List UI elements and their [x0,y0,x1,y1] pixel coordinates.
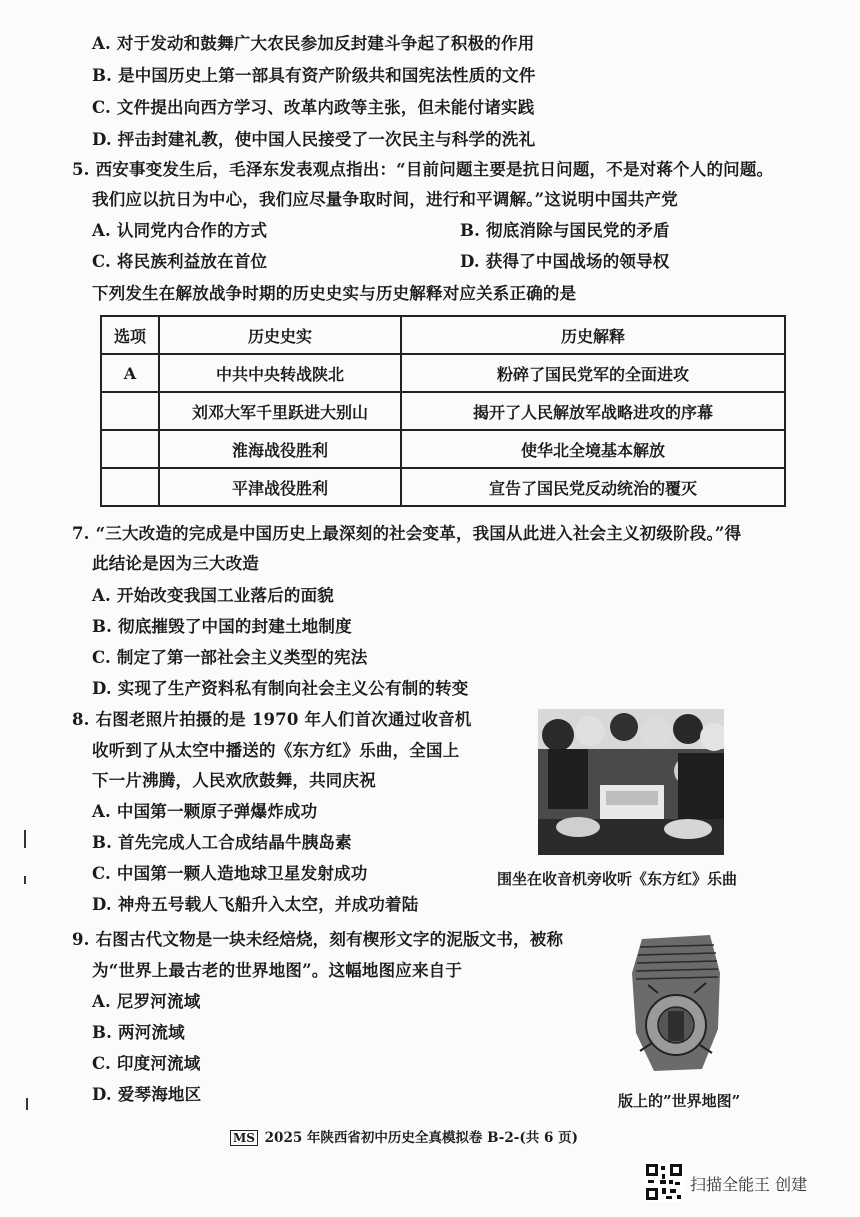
table-row [101,468,785,506]
q9-stem-line1: 9. 右图古代文物是一块未经焙烧，刻有楔形文字的泥版文书，被称 [72,930,564,949]
q5-option-a: A. 认同党内合作的方式 [92,221,268,240]
q7-option-d: D. 实现了生产资料私有制向社会主义公有制的转变 [92,679,469,698]
table-header-row [101,316,785,354]
q5-option-c: C. 将民族利益放在首位 [92,252,268,271]
table-cell-option: A [101,354,159,392]
margin-mark [24,876,26,884]
q8-stem-line3: 下一片沸腾，人民欢欣鼓舞，共同庆祝 [92,771,376,790]
table-cell-fact: 平津战役胜利 [159,468,401,506]
q8-option-c: C. 中国第一颗人造地球卫星发射成功 [92,864,368,883]
table-row [101,430,785,468]
scanner-watermark: 扫描全能王 创建 [690,1175,808,1194]
table-cell-interpretation: 揭开了人民解放军战略进攻的序幕 [401,392,785,430]
q7-option-a: A. 开始改变我国工业落后的面貌 [92,586,334,605]
q7-option-c: C. 制定了第一部社会主义类型的宪法 [92,648,368,667]
radio-crowd-photo [538,709,724,855]
q4-option-c: C. 文件提出向西方学习、改革内政等主张，但未能付诸实践 [92,98,535,117]
q7-option-b: B. 彻底摧毁了中国的封建土地制度 [92,617,352,636]
table-cell-interpretation: 使华北全境基本解放 [401,430,785,468]
q8-option-a: A. 中国第一颗原子弹爆炸成功 [92,802,318,821]
q8-stem-line2: 收听到了从太空中播送的《东方红》乐曲，全国上 [92,741,460,760]
qr-code-icon [644,1162,684,1202]
table-header-option: 选项 [101,316,159,354]
margin-mark [24,830,26,848]
q8-option-b: B. 首先完成人工合成结晶牛胰岛素 [92,833,352,852]
table-header-fact: 历史史实 [159,316,401,354]
q6-stem: 下列发生在解放战争时期的历史史实与历史解释对应关系正确的是 [92,284,577,303]
q5-stem-line1: 5. 西安事变发生后，毛泽东发表观点指出：“目前问题主要是抗日问题，不是对蒋个人的问题。 [72,160,774,179]
table-header-interpretation: 历史解释 [401,316,785,354]
q5-option-b: B. 彻底消除与国民党的矛盾 [460,221,670,240]
q4-option-b: B. 是中国历史上第一部具有资产阶级共和国宪法性质的文件 [92,66,536,85]
margin-mark [26,1098,28,1110]
page-footer [230,1126,578,1146]
q4-option-a: A. 对于发动和鼓舞广大农民参加反封建斗争起了积极的作用 [92,34,535,53]
table-cell-option [101,430,159,468]
q8-option-d: D. 神舟五号载人飞船升入太空，并成功着陆 [92,895,419,914]
table-cell-interpretation: 粉碎了国民党军的全面进攻 [401,354,785,392]
table-cell-fact: 淮海战役胜利 [159,430,401,468]
table-row [101,354,785,392]
q4-option-d: D. 抨击封建礼教，使中国人民接受了一次民主与科学的洗礼 [92,130,536,149]
table-cell-option [101,392,159,430]
table-cell-option [101,468,159,506]
photo-caption: 围坐在收音机旁收听《东方红》乐曲 [497,870,738,888]
q9-option-a: A. 尼罗河流域 [92,992,201,1011]
q9-option-d: D. 爱琴海地区 [92,1085,202,1104]
footer-text: 2025 年陕西省初中历史全真模拟卷 B-2-(共 6 页) [264,1130,578,1146]
q5-stem-line2: 我们应以抗日为中心，我们应尽量争取时间，进行和平调解。”这说明中国共产党 [92,190,678,209]
q9-option-c: C. 印度河流域 [92,1054,201,1073]
q5-option-d: D. 获得了中国战场的领导权 [460,252,670,271]
footer-badge: MS [230,1130,258,1146]
table-cell-interpretation: 宣告了国民党反动统治的覆灭 [401,468,785,506]
table-cell-fact: 中共中央转战陕北 [159,354,401,392]
history-table [100,315,786,507]
q8-stem-line1: 8. 右图老照片拍摄的是 1970 年人们首次通过收音机 [72,710,472,729]
table-row [101,392,785,430]
table-cell-fact: 刘邓大军千里跃进大别山 [159,392,401,430]
q9-stem-line2: 为“世界上最古老的世界地图”。这幅地图应来自于 [92,961,463,980]
tablet-caption: 版上的”世界地图” [618,1092,741,1110]
clay-tablet-map-image [628,933,724,1073]
q7-stem-line1: 7. “三大改造的完成是中国历史上最深刻的社会变革，我国从此进入社会主义初级阶段。”得 [72,524,742,543]
q9-option-b: B. 两河流域 [92,1023,185,1042]
q7-stem-line2: 此结论是因为三大改造 [92,554,259,573]
